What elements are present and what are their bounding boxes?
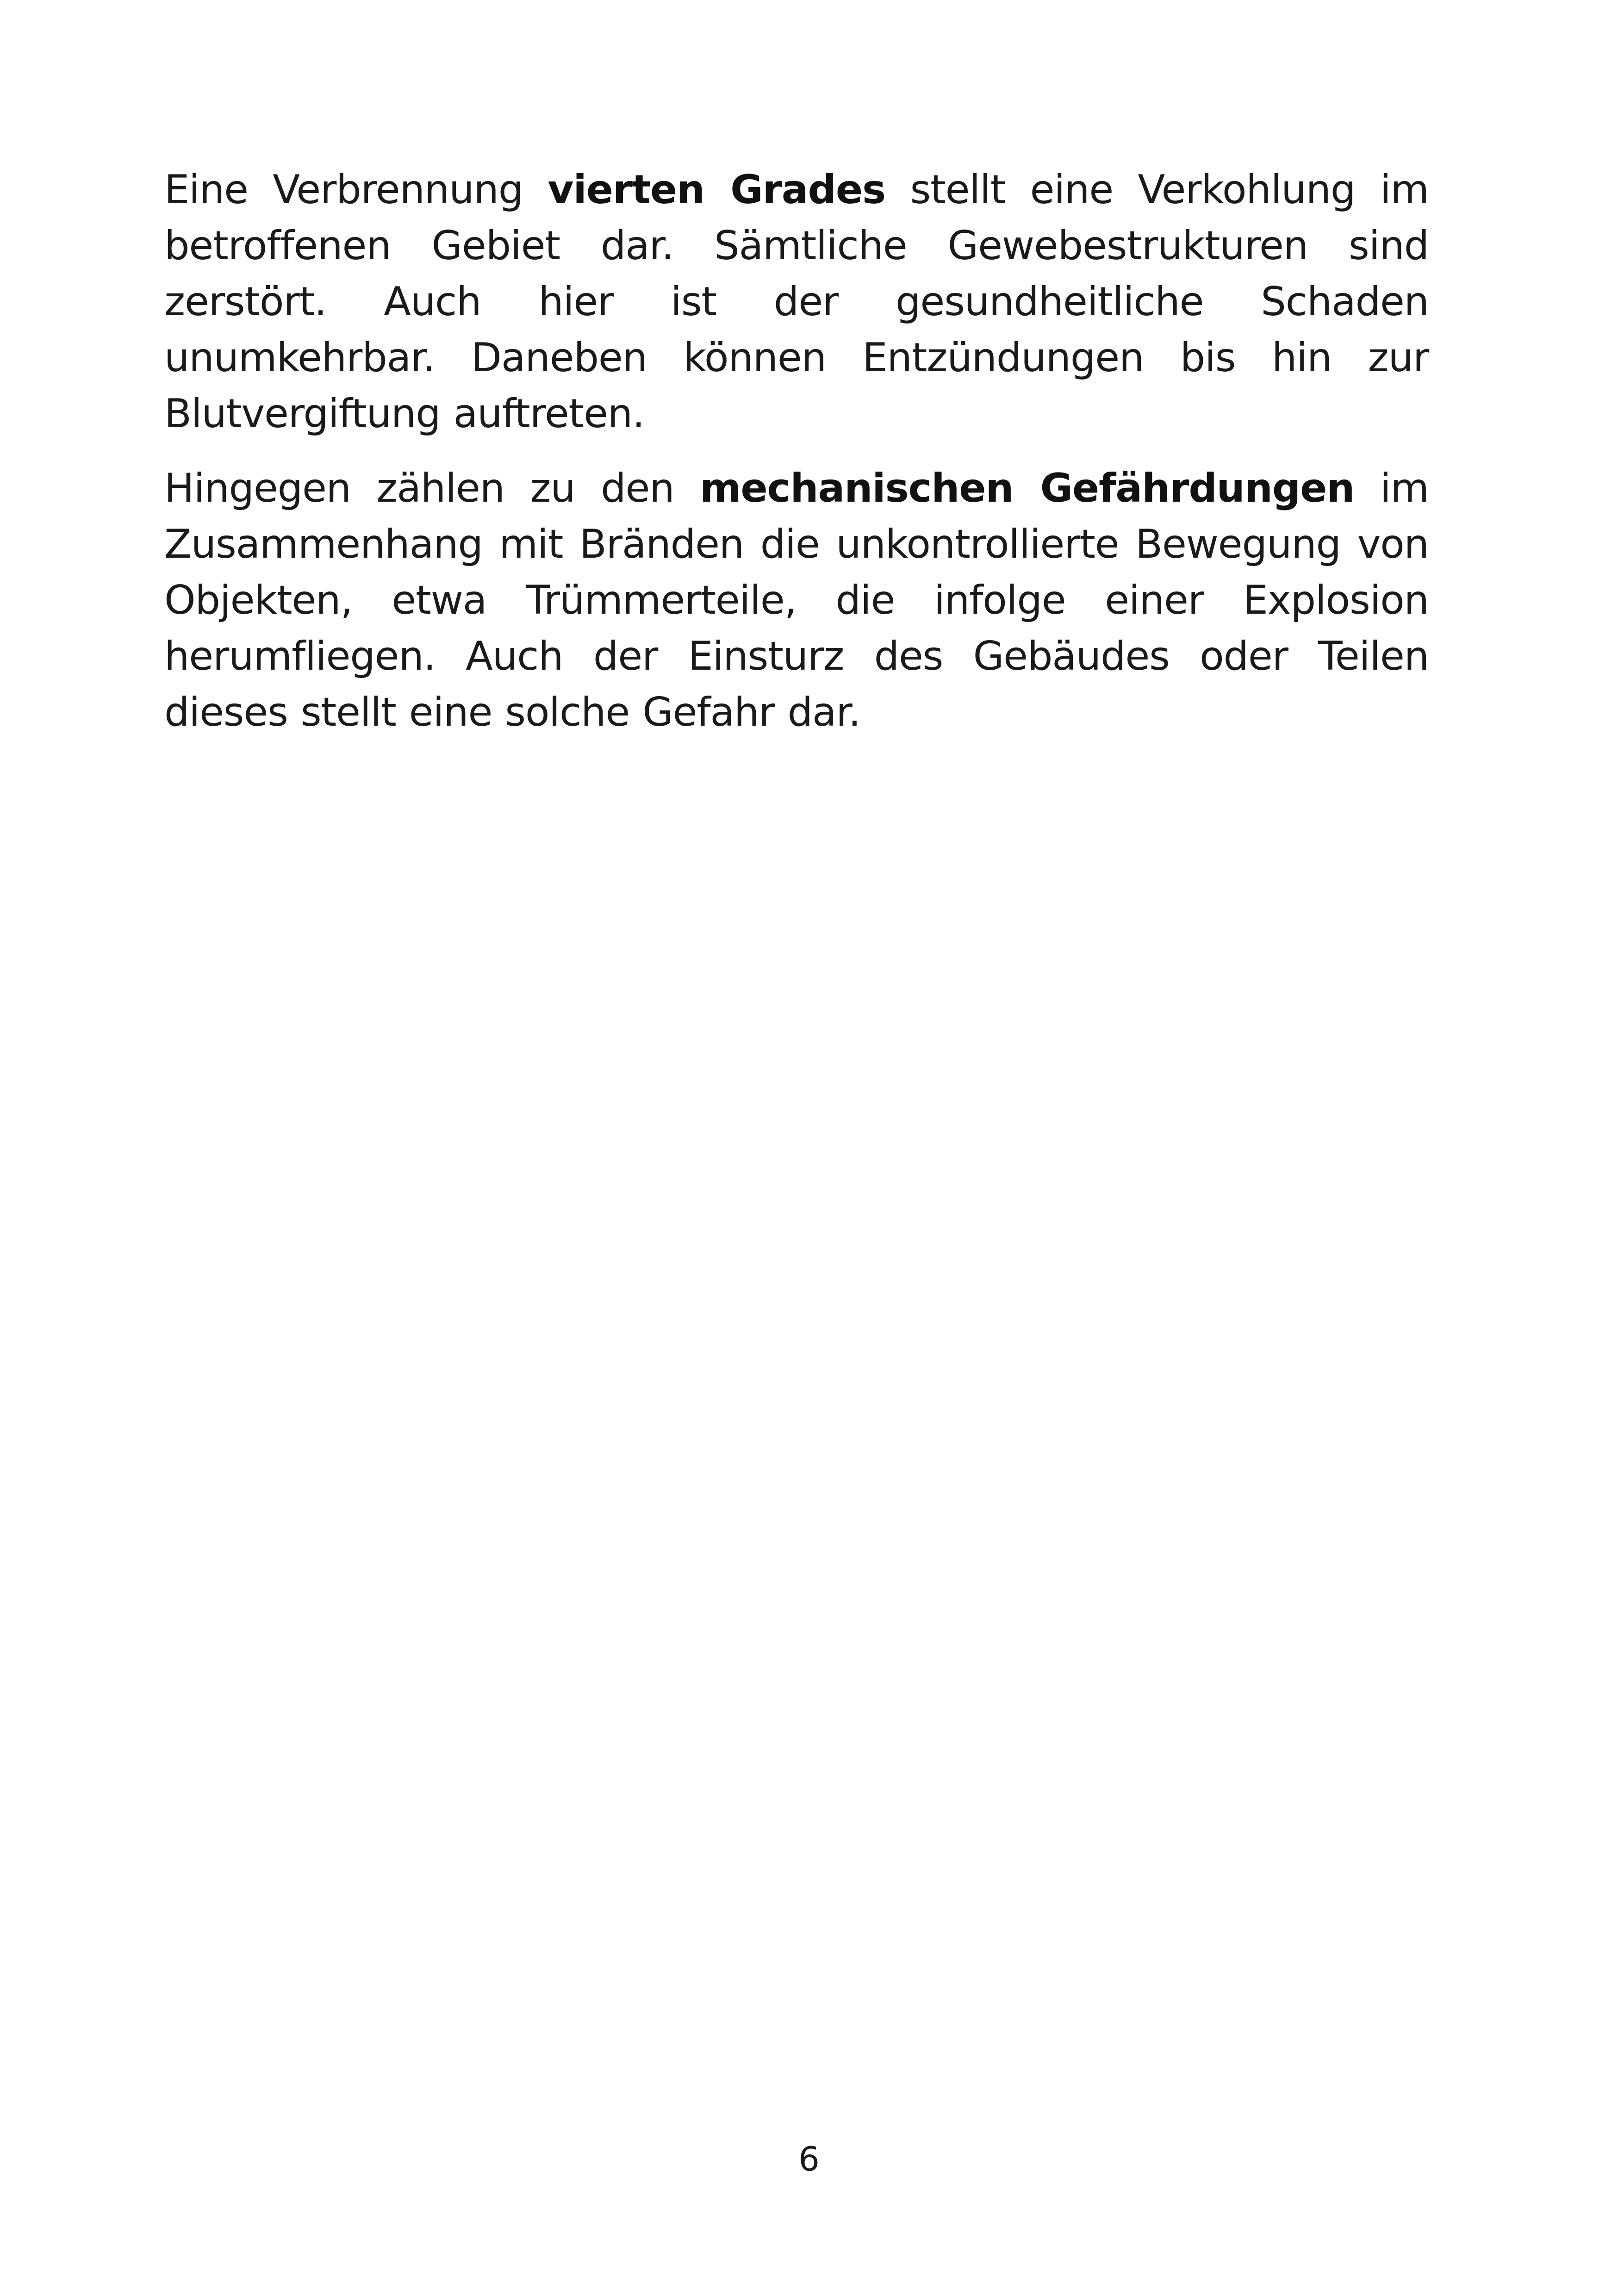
text-segment: im Zusammenhang mit Bränden die unkontrollierte Bewegung von Objekten, etwa Trümmerteile, die infolge einer Explosion herumfliegen. Auch der Einsturz des Gebäudes oder Teilen dieses stellt eine solche Gefahr dar. xyxy=(164,465,1429,735)
text-segment: Eine Verbrennung xyxy=(164,167,548,213)
text-segment: Hingegen zählen zu den xyxy=(164,465,700,511)
bold-term-mechanischen-gefaehrdungen: mechanischen Gefährdungen xyxy=(700,465,1355,511)
text-segment: stellt eine Verkohlung im betroffenen Gebiet dar. Sämtliche Gewebestrukturen sind zerstört. Auch hier ist der gesundheitliche Schaden unumkehrbar. Daneben können Entzündungen bis hin zur Blutvergiftung auftreten. xyxy=(164,167,1429,437)
page-number: 6 xyxy=(798,2140,820,2178)
paragraph-fourth-degree-burn xyxy=(164,162,1429,442)
bold-term-vierten-grades: vierten Grades xyxy=(548,167,886,213)
body-text xyxy=(164,162,1429,759)
paragraph-mechanical-hazards xyxy=(164,460,1429,740)
